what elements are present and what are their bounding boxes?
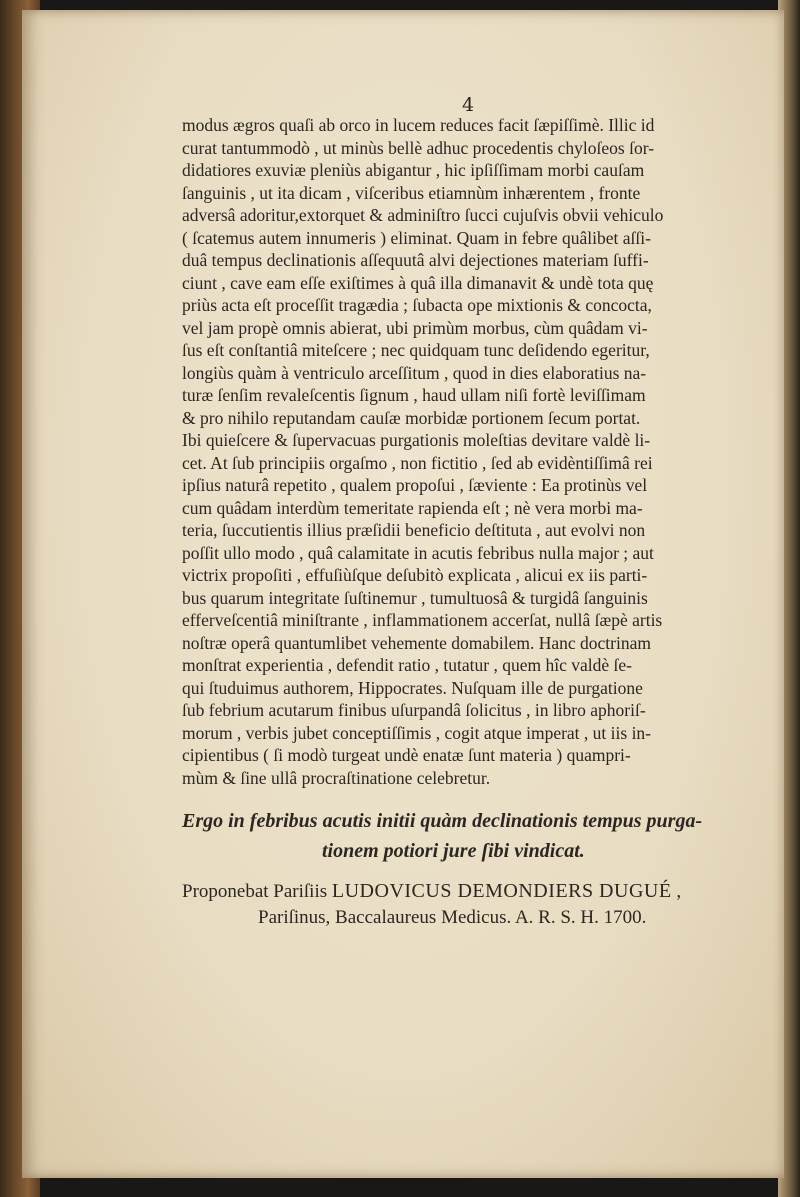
text-line: ſub febrium acutarum finibus uſurpandâ ſolicitus , in libro aphoriſ- [182, 700, 646, 720]
text-line: mùm & ſine ullâ procraſtinatione celebretur. [182, 767, 491, 788]
thesis-line: Ergo in febribus acutis initii quàm declinationis tempus purga- [182, 810, 703, 832]
text-line: duâ tempus declinationis aſſequutâ alvi dejectiones materiam ſuffi- [182, 250, 649, 270]
text-line: adversâ adoritur,extorquet & adminiſtro ſucci cujuſvis obvii vehiculo [182, 205, 664, 225]
text-line: monſtrat experientia , defendit ratio , tutatur , quem hîc valdè ſe- [182, 655, 632, 675]
proponent-line [182, 878, 782, 905]
proponent-credentials: Pariſinus, Baccalaureus Medicus. A. R. S. H. 1700. [258, 907, 647, 928]
text-line: poſſit ullo modo , quâ calamitate in acutis febribus nulla major ; aut [182, 542, 654, 563]
page-number: 4 [462, 94, 475, 116]
text-line: modus ægros quaſi ab orco in lucem reduces facit ſæpiſſimè. Illic id [182, 115, 655, 135]
text-line: morum , verbis jubet conceptiſſimis , cogit atque imperat , ut iis in- [182, 722, 652, 743]
proponent-block [182, 878, 782, 931]
proponent-suffix: , [671, 881, 682, 902]
proponent-name: LUDOVICUS DEMONDIERS DUGUÉ [331, 880, 672, 902]
text-line: ſanguinis , ut ita dicam , viſceribus etiamnùm inhærentem , fronte [182, 182, 641, 203]
text-line: qui ſtuduimus authorem, Hippocrates. Nuſquam ille de purgatione [182, 677, 643, 698]
text-line: turæ ſenſim revaleſcentis ſignum , haud ullam niſi fortè leviſſimam [182, 385, 646, 405]
text-line: bus quarum integritate ſuſtinemur , tumultuosâ & turgidâ ſanguinis [182, 587, 648, 608]
text-line: didatiores exuviæ pleniùs abigantur , hic ipſiſſimam morbi cauſam [182, 160, 645, 180]
book-page [22, 10, 784, 1178]
text-line: Ibi quieſcere & ſupervacuas purgationis moleſtias devitare valdè li- [182, 430, 651, 450]
text-line: cipientibus ( ſi modò turgeat undè enatæ ſunt materia ) quampri- [182, 745, 631, 765]
text-line: ( ſcatemus autem innumeris ) eliminat. Quam in febre quâlibet aſſi- [182, 227, 651, 248]
text-line: longiùs quàm à ventriculo arceſſitum , quod in dies elaboratius na- [182, 362, 647, 383]
text-line: ſus eſt conſtantiâ miteſcere ; nec quidquam tunc deſidendo egeritur, [182, 340, 650, 360]
text-line: cet. At ſub principiis orgaſmo , non fictitio , ſed ab evidèntiſſimâ rei [182, 452, 653, 473]
text-line: curat tantummodò , ut minùs bellè adhuc procedentis chyloſeos ſor- [182, 137, 655, 158]
text-line: teria, ſuccutientis illius præſidii beneficio deſtituta , aut evolvi non [182, 520, 646, 540]
text-line: noſtræ operâ quantumlibet vehemente domabilem. Hanc doctrinam [182, 632, 651, 653]
body-text [182, 114, 778, 789]
text-line: vel jam propè omnis abierat, ubi primùm morbus, cùm quâdam vi- [182, 317, 648, 338]
text-line: & pro nihilo reputandam cauſæ morbidæ portionem ſecum portat. [182, 407, 641, 428]
thesis-conclusion [182, 806, 782, 866]
proponent-prefix: Proponebat Pariſiis [182, 881, 332, 902]
thesis-line: tionem potiori jure ſibi vindicat. [322, 840, 585, 862]
text-line: efferveſcentiâ miniſtrante , inflammationem accerſat, nullâ ſæpè artis [182, 610, 663, 630]
text-line: ipſius naturâ repetito , qualem propoſui , ſæviente : Ea protinùs vel [182, 475, 648, 495]
text-line: ciunt , cave eam eſſe exiſtimes à quâ illa dimanavit & undè tota quę [182, 272, 654, 293]
text-line: cum quâdam interdùm temeritate rapienda eſt ; nè vera morbi ma- [182, 497, 643, 518]
text-line: priùs acta eſt proceſſit tragædia ; ſubacta ope mixtionis & concocta, [182, 295, 652, 315]
text-line: victrix propoſiti , effuſiùſque deſubitò explicata , alicui ex iis parti- [182, 565, 648, 585]
